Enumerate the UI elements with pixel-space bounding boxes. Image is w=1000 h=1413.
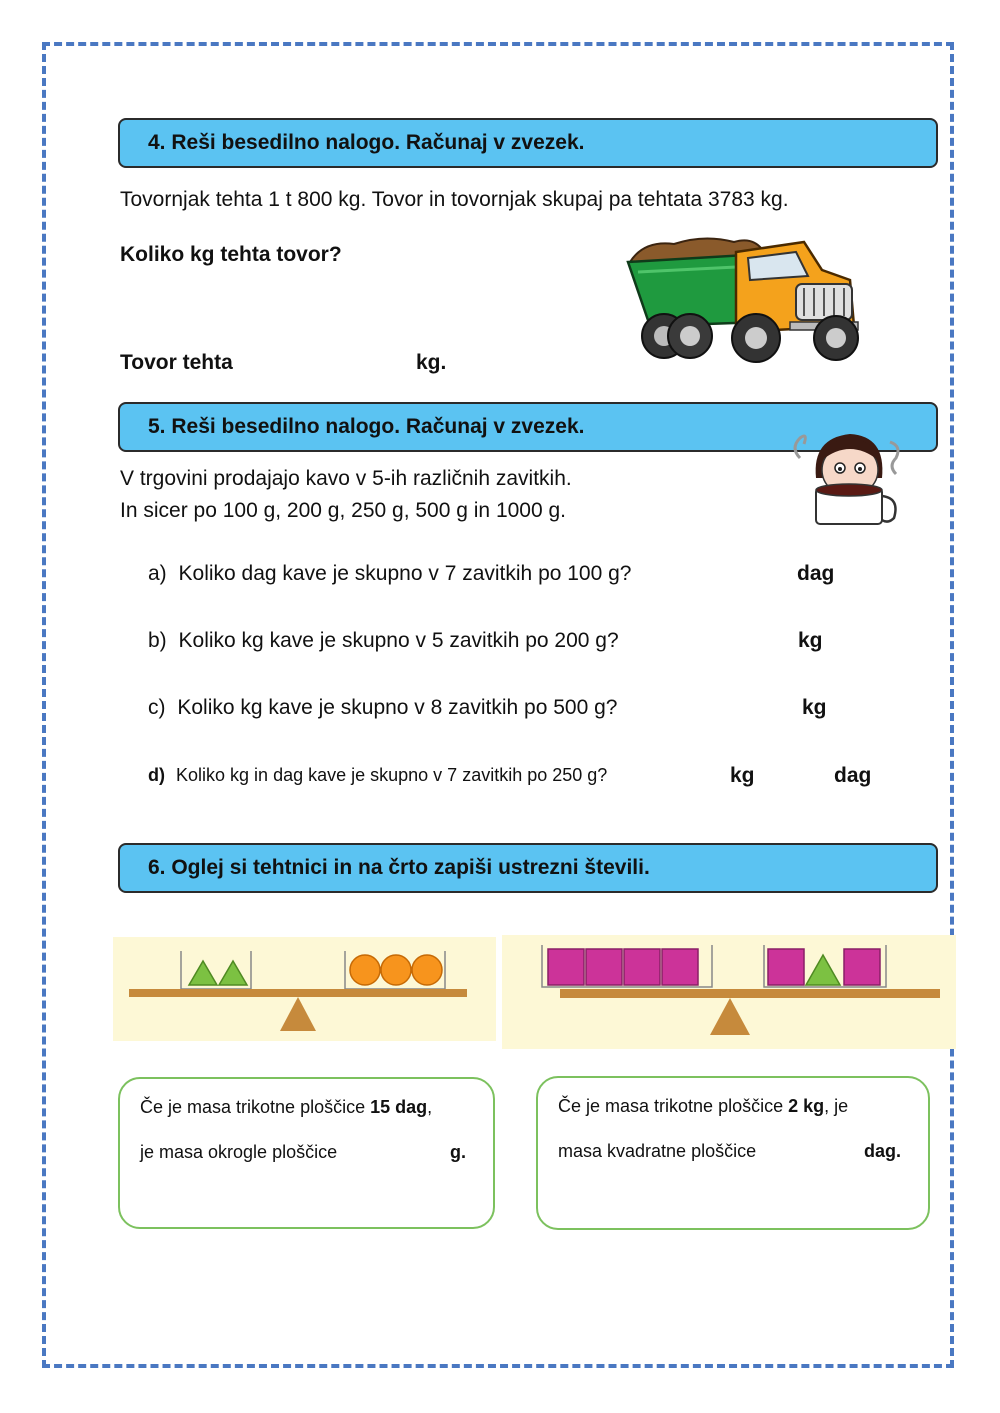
square-tile bbox=[662, 949, 698, 985]
square-tile bbox=[844, 949, 880, 985]
circle-tile bbox=[381, 955, 411, 985]
question-a-letter: a) bbox=[148, 562, 167, 585]
task4-text: Tovornjak tehta 1 t 800 kg. Tovor in tovornjak skupaj pa tehtata 3783 kg. bbox=[120, 188, 789, 211]
right-box-line1-suffix: , je bbox=[824, 1096, 849, 1116]
task4-question: Koliko kg tehta tovor? bbox=[120, 243, 342, 266]
triangle-tile bbox=[189, 961, 217, 985]
task6-header-text: 6. Oglej si tehtnici in na črto zapiši ustrezni števili. bbox=[148, 856, 650, 879]
left-box-line1-bold: 15 dag bbox=[370, 1097, 428, 1117]
square-tile bbox=[624, 949, 660, 985]
right-box-line1-prefix: Če je masa trikotne ploščice bbox=[558, 1096, 789, 1116]
task5-text-line1: V trgovini prodajajo kavo v 5-ih različnih zavitkih. bbox=[120, 467, 572, 490]
question-d-unit2: dag bbox=[834, 764, 872, 787]
triangle-tile bbox=[219, 961, 247, 985]
left-box-line2: je masa okrogle ploščice bbox=[140, 1142, 338, 1162]
right-box-line1 bbox=[558, 1096, 848, 1117]
task4-header-text: 4. Reši besedilno nalogo. Računaj v zvezek. bbox=[148, 131, 585, 154]
right-answer-box bbox=[536, 1076, 930, 1230]
task4-answer-label: Tovor tehta bbox=[120, 351, 233, 374]
left-box-line1-suffix: , bbox=[427, 1097, 433, 1117]
triangle-tile bbox=[806, 955, 840, 985]
task4-answer-unit: kg. bbox=[416, 351, 447, 374]
right-box-unit: dag. bbox=[864, 1141, 902, 1161]
question-c-unit: kg bbox=[802, 696, 827, 719]
circle-tile bbox=[412, 955, 442, 985]
right-balance-scale bbox=[502, 935, 956, 1049]
question-b bbox=[148, 629, 619, 653]
question-a-text: Koliko dag kave je skupno v 7 zavitkih po 100 g? bbox=[178, 562, 632, 585]
question-a bbox=[148, 562, 632, 586]
question-b-text: Koliko kg kave je skupno v 5 zavitkih po 200 g? bbox=[178, 629, 619, 652]
question-b-unit: kg bbox=[798, 629, 823, 652]
left-balance-scale bbox=[113, 937, 496, 1041]
question-c bbox=[148, 696, 617, 720]
question-a-unit: dag bbox=[797, 562, 835, 585]
square-tile bbox=[586, 949, 622, 985]
truck-icon bbox=[624, 226, 860, 366]
question-c-letter: c) bbox=[148, 696, 166, 719]
task5-header-text: 5. Reši besedilno nalogo. Računaj v zvezek. bbox=[148, 415, 585, 438]
task5-text-line2: In sicer po 100 g, 200 g, 250 g, 500 g in 1000 g. bbox=[120, 499, 567, 522]
square-tile bbox=[548, 949, 584, 985]
right-scale-panel bbox=[502, 935, 956, 1049]
question-c-text: Koliko kg kave je skupno v 8 zavitkih po 500 g? bbox=[177, 696, 618, 719]
left-box-line1 bbox=[140, 1097, 432, 1118]
question-d-text: Koliko kg in dag kave je skupno v 7 zavitkih po 250 g? bbox=[176, 765, 608, 785]
question-d bbox=[148, 765, 607, 786]
circle-tile bbox=[350, 955, 380, 985]
left-scale-panel bbox=[113, 937, 496, 1041]
question-d-letter: d) bbox=[148, 765, 165, 785]
square-tile bbox=[768, 949, 804, 985]
right-box-line1-bold: 2 kg bbox=[788, 1096, 825, 1116]
task6-header bbox=[118, 843, 938, 893]
left-answer-box bbox=[118, 1077, 495, 1229]
question-d-unit1: kg bbox=[730, 764, 755, 787]
coffee-girl-icon bbox=[790, 428, 910, 528]
question-b-letter: b) bbox=[148, 629, 167, 652]
left-box-line1-prefix: Če je masa trikotne ploščice bbox=[140, 1097, 371, 1117]
right-box-line2: masa kvadratne ploščice bbox=[558, 1141, 757, 1161]
task4-header bbox=[118, 118, 938, 168]
left-box-unit: g. bbox=[450, 1142, 466, 1162]
